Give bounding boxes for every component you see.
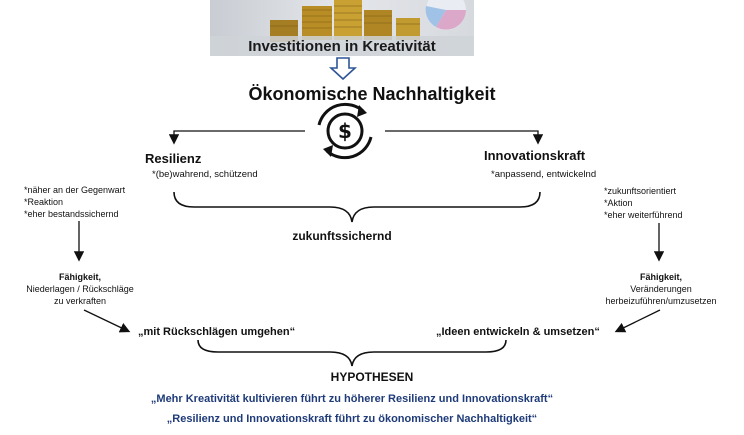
trait-item: *Reaktion [24, 197, 64, 207]
traits-right [604, 185, 683, 221]
main-title: Ökonomische Nachhaltigkeit [248, 84, 496, 104]
skill-line: zu verkraften [53, 296, 107, 306]
trait-item: *eher bestandssichernd [24, 209, 119, 219]
skill-line: Niederlagen / Rückschläge [26, 284, 134, 294]
heading-innovationskraft: Innovationskraft [484, 148, 586, 163]
outcome-left: „mit Rückschlägen umgehen“ [138, 326, 296, 338]
dollar-cycle-icon [319, 104, 371, 157]
arrow-to-resilienz [174, 131, 305, 142]
trait-item: *Aktion [604, 198, 633, 208]
skill-line: Veränderungen [630, 284, 692, 294]
skill-label: Fähigkeit, [639, 272, 682, 282]
skill-right [594, 271, 728, 307]
brace-label: zukunftssichernd [292, 229, 392, 243]
brace-hypothesen [198, 340, 506, 366]
skill-left [18, 271, 142, 307]
outcome-right: „Ideen entwickeln & umsetzen“ [436, 326, 600, 338]
trait-item: *eher weiterführend [604, 210, 683, 220]
skill-label: Fähigkeit, [58, 272, 101, 282]
down-arrow-icon [331, 58, 355, 79]
arrow-left-outcome [84, 310, 128, 331]
trait-item: *näher an der Gegenwart [24, 185, 126, 195]
hypotheses-label: HYPOTHESEN [330, 370, 414, 384]
svg-text:$: $ [338, 119, 352, 143]
arrow-to-innovationskraft [385, 131, 538, 142]
heading-resilienz: Resilienz [145, 151, 202, 166]
subtitle-resilienz: *(be)wahrend, schützend [152, 169, 258, 180]
subtitle-innovationskraft: *anpassend, entwickelnd [491, 169, 597, 180]
hypothesis-1: „Mehr Kreativität kultivieren führt zu höherer Resilienz und Innovationskraft“ [150, 393, 554, 405]
brace-zukunftssichernd [174, 192, 540, 222]
hypothesis-2: „Resilienz und Innovationskraft führt zu ökonomischer Nachhaltigkeit“ [166, 413, 538, 425]
traits-left [24, 184, 125, 220]
banner-title: Investitionen in Kreativität [248, 38, 436, 55]
skill-line: herbeizuführen/umzusetzen [605, 296, 717, 306]
arrow-right-outcome [617, 310, 660, 331]
trait-item: *zukunftsorientiert [604, 186, 677, 196]
